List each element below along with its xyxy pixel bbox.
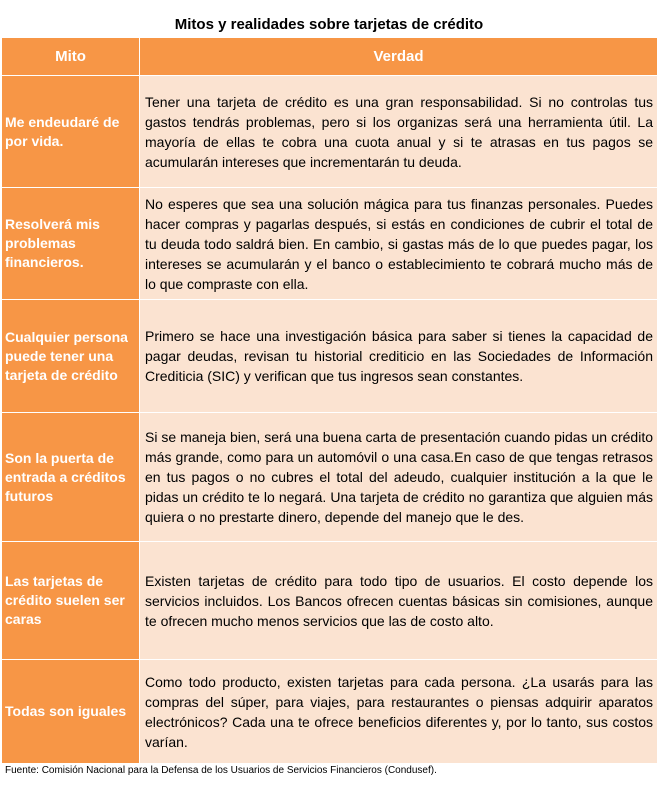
table-row: [2, 76, 658, 188]
truth-cell: Tener una tarjeta de crédito es una gran responsabilidad. Si no controlas tus gastos tendrás problemas, pero si los organizas será una herramienta útil. La mayoría de ellas te cobra una cuota anual y si te atrasas en tus pagos se acumularán intereses que incrementarán tu deuda.: [140, 76, 658, 188]
table-title: Mitos y realidades sobre tarjetas de crédito: [174, 16, 484, 33]
truth-cell: Si se maneja bien, será una buena carta de presentación cuando pidas un crédito más grande, como para un automóvil o una casa.En caso de que tengas retrasos en tus pagos o no cubres el total del adeudo, cualquier institución a la que le pidas un crédito te lo negará. Una tarjeta de crédito no garantiza que alguien más quiera o no prestarte dinero, depende del manejo que le des.: [140, 413, 658, 542]
myth-cell: Me endeudaré de por vida.: [2, 76, 140, 188]
truth-cell: Como todo producto, existen tarjetas para cada persona. ¿La usarás para las compras del súper, para viajes, para restaurantes o piensas adquirir aparatos electrónicos? Cada una te ofrece beneficios diferentes y, por lo tanto, sus costos varían.: [140, 660, 658, 764]
myth-cell: Son la puerta de entrada a créditos futuros: [2, 413, 140, 542]
source-note: Fuente: Comisión Nacional para la Defensa de los Usuarios de Servicios Financieros (Condusef).: [5, 765, 437, 776]
header-verdad: Verdad: [140, 38, 658, 76]
myth-cell: Cualquier persona puede tener una tarjeta de crédito: [2, 300, 140, 413]
myth-cell: Todas son iguales: [2, 660, 140, 764]
myth-cell: Resolverá mis problemas financieros.: [2, 188, 140, 300]
table-row: [2, 188, 658, 300]
truth-cell: No esperes que sea una solución mágica para tus finanzas personales. Puedes hacer compras y pagarlas después, si estás en condiciones de cubrir el total de tu deuda todo saldrá bien. En cambio, si gastas más de lo que puedes pagar, los intereses se acumularán y el banco o establecimiento te cobrará mucho más de lo que compraste con ella.: [140, 188, 658, 300]
table-row: [2, 300, 658, 413]
myths-table: [1, 37, 658, 764]
header-mito: Mito: [2, 38, 140, 76]
truth-cell: Existen tarjetas de crédito para todo tipo de usuarios. El costo depende los servicios incluidos. Los Bancos ofrecen cuentas básicas sin comisiones, aunque te ofrecen mucho menos servicios que las de costo alto.: [140, 542, 658, 660]
table-header-row: [2, 38, 658, 76]
truth-cell: Primero se hace una investigación básica para saber si tienes la capacidad de pagar deudas, revisan tu historial crediticio en las Sociedades de Información Crediticia (SIC) y verifican que tus ingresos sean constantes.: [140, 300, 658, 413]
myth-cell: Las tarjetas de crédito suelen ser caras: [2, 542, 140, 660]
table-row: [2, 660, 658, 764]
table-row: [2, 542, 658, 660]
table-row: [2, 413, 658, 542]
